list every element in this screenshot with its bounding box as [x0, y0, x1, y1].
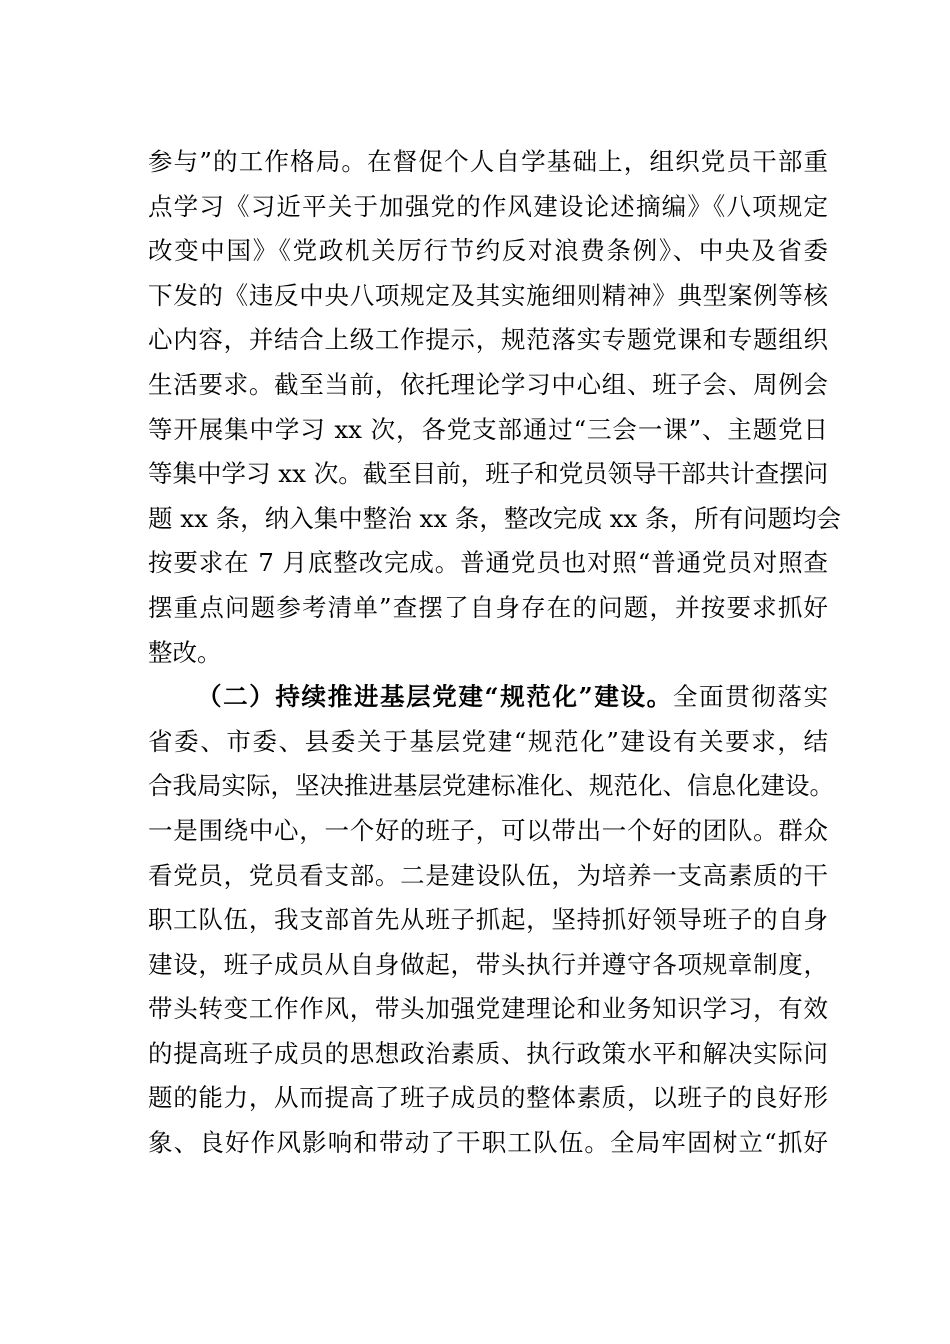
- body-text: [148, 140, 842, 1166]
- text-line: 改变中国》《党政机关厉行节约反对浪费条例》、中央及省委: [148, 236, 828, 266]
- text-line: 按要求在 7 月底整改完成。普通党员也对照“普通党员对照查: [148, 548, 828, 578]
- text-line: 合我局实际，坚决推进基层党建标准化、规范化、信息化建设。: [148, 771, 834, 801]
- section-heading: （二）持续推进基层党建“规范化”建设。: [197, 682, 673, 712]
- text-line: 省委、市委、县委关于基层党建“规范化”建设有关要求，结: [148, 726, 828, 756]
- text-line: 等集中学习 xx 次。截至目前，班子和党员领导干部共计查摆问: [148, 459, 829, 489]
- text-line: 象、良好作风影响和带动了干职工队伍。全局牢固树立“抓好: [148, 1128, 828, 1158]
- text-line: 带头转变工作作风，带头加强党建理论和业务知识学习，有效: [148, 994, 828, 1024]
- paragraph-2: [148, 675, 834, 1166]
- text-line: 职工队伍，我支部首先从班子抓起，坚持抓好领导班子的自身: [148, 905, 828, 935]
- heading-line-continuation: 全面贯彻落实: [672, 682, 829, 712]
- text-line: 参与”的工作格局。在督促个人自学基础上，组织党员干部重: [148, 147, 828, 176]
- text-line: 题 xx 条，纳入集中整治 xx 条，整改完成 xx 条，所有问题均会: [148, 503, 842, 533]
- text-line: 建设，班子成员从自身做起，带头执行并遵守各项规章制度，: [148, 949, 828, 979]
- text-line: 一是围绕中心，一个好的班子，可以带出一个好的团队。群众: [148, 815, 828, 845]
- text-line: 看党员，党员看支部。二是建设队伍，为培养一支高素质的干: [148, 860, 828, 890]
- text-line: 等开展集中学习 xx 次，各党支部通过“三会一课”、主题党日: [148, 414, 828, 444]
- text-line: 生活要求。截至当前，依托理论学习中心组、班子会、周例会: [148, 369, 828, 399]
- text-line: 题的能力，从而提高了班子成员的整体素质，以班子的良好形: [148, 1083, 828, 1113]
- paragraph-1: [148, 140, 842, 675]
- text-line: 心内容，并结合上级工作提示，规范落实专题党课和专题组织: [148, 325, 828, 355]
- text-line: 下发的《违反中央八项规定及其实施细则精神》典型案例等核: [148, 280, 828, 310]
- text-line: 摆重点问题参考清单”查摆了自身存在的问题，并按要求抓好: [148, 592, 828, 622]
- paragraph-heading-line: [148, 675, 828, 720]
- text-line: 的提高班子成员的思想政治素质、执行政策水平和解决实际问: [148, 1038, 828, 1068]
- text-line: 点学习《习近平关于加强党的作风建设论述摘编》《八项规定: [148, 191, 828, 221]
- text-line: 整改。: [148, 637, 222, 667]
